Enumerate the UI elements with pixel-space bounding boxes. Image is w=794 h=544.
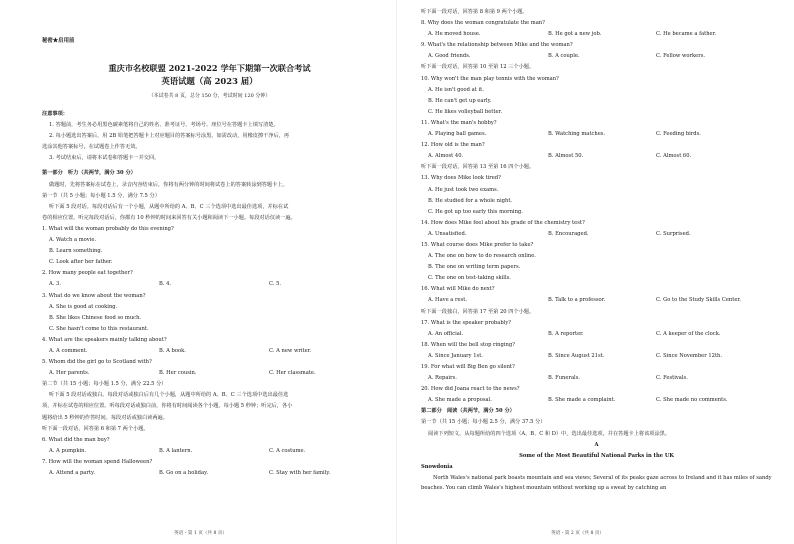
question-3: 3. What do we know about the woman?: [42, 292, 146, 299]
options-row-5: [42, 368, 377, 379]
confidential-label: 秘密★启用前: [42, 38, 75, 44]
option-17c: C. A keeper of the clock.: [656, 330, 721, 337]
option-19c: C. Festivals.: [656, 375, 688, 382]
option-12b: B. Almost 50.: [548, 153, 584, 160]
option-4a: A. A comment.: [49, 347, 88, 354]
notice-title: 注意事项：: [42, 111, 68, 117]
section2-title: 第二节（共 15 小题；每小题 1.5 分，满分 22.5 分）: [42, 381, 167, 388]
question-6: 6. What did the man buy?: [42, 436, 110, 443]
option-13b: B. He studied for a whole night.: [428, 197, 513, 204]
question-12: 12. How old is the man?: [421, 142, 485, 149]
options-row-20: [421, 395, 772, 406]
instruction-line: 听下面 5 段对话或独白。每段对话或独白后有几个小题，从题中所给的 A、B、C 三个选项中选出最佳选: [49, 392, 289, 399]
option-19a: A. Repairs.: [428, 375, 457, 382]
part2-section1-title: 第一节（共 15 小题；每小题 2.5 分，满分 37.5 分）: [421, 419, 546, 426]
option-5b: B. Her cousin.: [159, 370, 197, 377]
option-5a: A. Her parents.: [49, 370, 90, 377]
option-15c: C. The one on test-taking skills.: [428, 275, 511, 282]
option-14c: C. Surprised.: [656, 230, 691, 237]
instruction-line: 听下面 5 段对话。每段对话后有一个小题，从题中所给的 A、B、C 三个选项中选出最佳选项，并标在试: [49, 203, 289, 210]
option-10a: A. He isn't good at it.: [428, 86, 484, 93]
option-12a: A. Almost 40.: [428, 153, 464, 160]
option-14b: B. Encouraged.: [548, 230, 589, 237]
part2-title: 第二部分 阅读（共两节，满分 50 分）: [421, 408, 515, 415]
question-8: 8. Why does the woman congratulate the man?: [421, 20, 545, 27]
option-17b: B. A reporter.: [548, 330, 584, 337]
option-2b: B. 4.: [159, 281, 172, 288]
options-row-6: [42, 446, 377, 457]
question-4: 4. What are the speakers mainly talking about?: [42, 336, 167, 343]
option-9c: C. Fellow workers.: [656, 53, 706, 60]
option-17a: A. An official.: [428, 330, 464, 337]
option-11b: B. Watching matches.: [548, 131, 606, 138]
options-row-16: [421, 295, 772, 306]
options-row-11: [421, 129, 772, 140]
option-2c: C. 5.: [269, 281, 282, 288]
passage-paragraph: North Wales's national park boasts mountain and sea views; Several of its peaks gaze across to Ireland and it has miles of sandy beaches. You can climb Wales's highest mountain without working up a sweat by catching an: [421, 474, 772, 492]
option-6c: C. A costume.: [269, 447, 306, 454]
instruction-line: 题将给出 5 秒钟的作答时间。每段对话或独白读两遍。: [42, 414, 168, 421]
question-5: 5. Whom did the girl go to Scotland with?: [42, 359, 152, 366]
options-row-18: [421, 351, 772, 362]
dialogue-direction: 听下面一段独白，回答第 17 至第 20 四个小题。: [421, 308, 535, 315]
option-19b: B. Funerals.: [548, 375, 581, 382]
page-footer-2: 英语・第 2 页（共 8 页）: [551, 531, 605, 536]
passage-letter: A: [594, 441, 599, 448]
option-7b: B. Go on a holiday.: [159, 470, 208, 476]
option-5c: C. Her classmate.: [269, 370, 316, 377]
options-row-14: [421, 229, 772, 240]
option-3b: B. She likes Chinese food so much.: [49, 314, 142, 321]
question-2: 2. How many people eat together?: [42, 270, 133, 277]
question-20: 20. How did Joana react to the news?: [421, 386, 520, 393]
option-9a: A. Good friends.: [428, 53, 471, 60]
option-12c: C. Almost 60.: [656, 153, 692, 160]
part2-instructions: 阅读下列短文，从每题所给的四个选项（A、B、C 和 D）中，选出最佳选项，并在答题卡上将该项涂黑。: [428, 430, 671, 437]
option-3a: A. She is good at cooking.: [49, 303, 118, 310]
option-20b: B. She made a complaint.: [548, 397, 616, 404]
option-10b: B. He can't get up early.: [428, 97, 492, 104]
option-15a: A. The one on how to do research online.: [428, 253, 536, 260]
exam-info: （本试卷共 8 页，总分 150 分，考试时间 120 分钟）: [148, 93, 271, 99]
option-4c: C. A new writer.: [269, 347, 312, 354]
option-20a: A. She made a proposal.: [428, 397, 492, 404]
option-8c: C. He became a father.: [656, 31, 717, 38]
notice-line: 3. 考试结束后，请将本试卷和答题卡一并交回。: [49, 155, 160, 162]
dialogue-direction: 听下面一段对话，回答第 8 和第 9 两个小题。: [421, 9, 528, 15]
instruction-line: 项，并标在试卷的相应位置。听每段对话或独白前，你将有时间阅读各个小题，每小题 5 秒钟；听完后，各小: [42, 403, 293, 410]
option-13c: C. He got up too early this morning.: [428, 208, 523, 215]
option-14a: A. Unsatisfied.: [428, 230, 467, 237]
question-15: 15. What course does Mike prefer to take?: [421, 241, 534, 248]
options-row-4: [42, 346, 377, 357]
option-1a: A. Watch a movie.: [49, 237, 97, 244]
options-row-2: [42, 279, 377, 290]
option-7c: C. Stay with her family.: [269, 470, 331, 476]
option-11c: C. Feeding birds.: [656, 131, 701, 138]
options-row-17: [421, 329, 772, 340]
question-9: 9. What's the relationship between Mike and the woman?: [421, 42, 573, 49]
option-18c: C. Since November 12th.: [656, 352, 723, 359]
question-17: 17. What is the speaker probably?: [421, 319, 512, 326]
question-14: 14. How does Mike feel about his grade of the chemistry test?: [421, 219, 585, 226]
option-9b: B. A couple.: [548, 53, 580, 60]
options-row-19: [421, 373, 772, 384]
instruction-line: 卷的相应位置。听完每段对话后，你都有 10 秒钟的时间来回答有关小题和阅读下一小题。每段对话仅读一遍。: [42, 214, 296, 221]
options-row-7: [42, 468, 377, 479]
option-18b: B. Since August 21st.: [548, 352, 605, 359]
option-16b: B. Talk to a professor.: [548, 297, 606, 304]
question-7: 7. How will the woman spend Halloween?: [42, 458, 153, 465]
notice-line: 选涂其他答案标号，在试题卷上作答无效。: [42, 144, 141, 151]
option-6b: B. A lantern.: [159, 447, 193, 454]
question-1: 1. What will the woman probably do this evening?: [42, 225, 174, 232]
exam-subtitle: 英语试题（高 2023 届）: [161, 76, 258, 86]
dialogue-direction: 听下面一段对话，回答第 13 至第 16 四个小题。: [421, 164, 535, 171]
question-13: 13. Why does Mike look tired?: [421, 175, 501, 182]
question-18: 18. When will the bell stop ringing?: [421, 341, 515, 348]
question-16: 16. What will Mike do next?: [421, 286, 495, 293]
question-10: 10. Why won't the man play tennis with the woman?: [421, 75, 559, 82]
notice-line: 2. 每小题选出答案后，用 2B 铅笔把答题卡上对应题目的答案标号涂黑，如需改动，用橡皮擦干净后，再: [49, 133, 290, 140]
exam-page-2: [397, 0, 794, 544]
option-16c: C. Go to the Study Skills Center.: [656, 297, 741, 304]
option-8b: B. He got a new job.: [548, 31, 602, 38]
option-13a: A. He just took two exams.: [428, 186, 499, 193]
options-row-8: [421, 29, 772, 40]
section1-title: 第一节（共 5 小题；每小题 1.5 分，满分 7.5 分）: [42, 192, 160, 199]
dialogue-direction: 听下面一段对话，回答第 10 至第 12 三个小题。: [421, 64, 535, 71]
passage-title: Some of the Most Beautiful National Parks in the UK: [519, 452, 674, 459]
instruction-line: 做题时，先将答案标在试卷上，录音内容结束后，你将有两分钟的时间将试卷上的答案转涂到答题卡上。: [49, 181, 288, 188]
option-20c: C. She made no comments.: [656, 397, 728, 404]
option-7a: A. Attend a party.: [49, 470, 95, 476]
option-8a: A. He moved house.: [428, 31, 481, 38]
passage-subheading: Snowdonia: [421, 463, 453, 470]
option-15b: B. The one on writing term papers.: [428, 264, 521, 271]
part1-title: 第一部分 听力（共两节，满分 30 分）: [42, 170, 136, 177]
option-18a: A. Since January 1st.: [428, 352, 483, 359]
option-2a: A. 3.: [49, 281, 61, 288]
option-3c: C. She hasn't come to this restaurant.: [49, 325, 149, 332]
option-4b: B. A book.: [159, 347, 186, 354]
notice-line: 1. 答题前，考生务必用黑色碳素笔将自己的姓名、准考证号、考场号、座位号在答题卡上填写清楚。: [49, 122, 279, 129]
option-11a: A. Playing ball games.: [428, 131, 487, 138]
question-19: 19. For what will Big Ben go silent?: [421, 364, 515, 370]
page-footer-1: 英语・第 1 页（共 8 页）: [174, 531, 228, 536]
options-row-9: [421, 51, 772, 62]
option-1c: C. Look after her father.: [49, 259, 113, 266]
dialogue-direction: 听下面一段对话，回答第 6 和第 7 两个小题。: [42, 425, 149, 432]
option-6a: A. A pumpkin.: [49, 447, 87, 454]
option-10c: C. He likes volleyball better.: [428, 108, 503, 115]
options-row-12: [421, 151, 772, 162]
question-11: 11. What's the man's hobby?: [421, 119, 497, 126]
option-1b: B. Learn something.: [49, 248, 103, 255]
option-16a: A. Have a rest.: [428, 297, 467, 304]
exam-title: 重庆市名校联盟 2021-2022 学年下期第一次联合考试: [108, 63, 311, 73]
